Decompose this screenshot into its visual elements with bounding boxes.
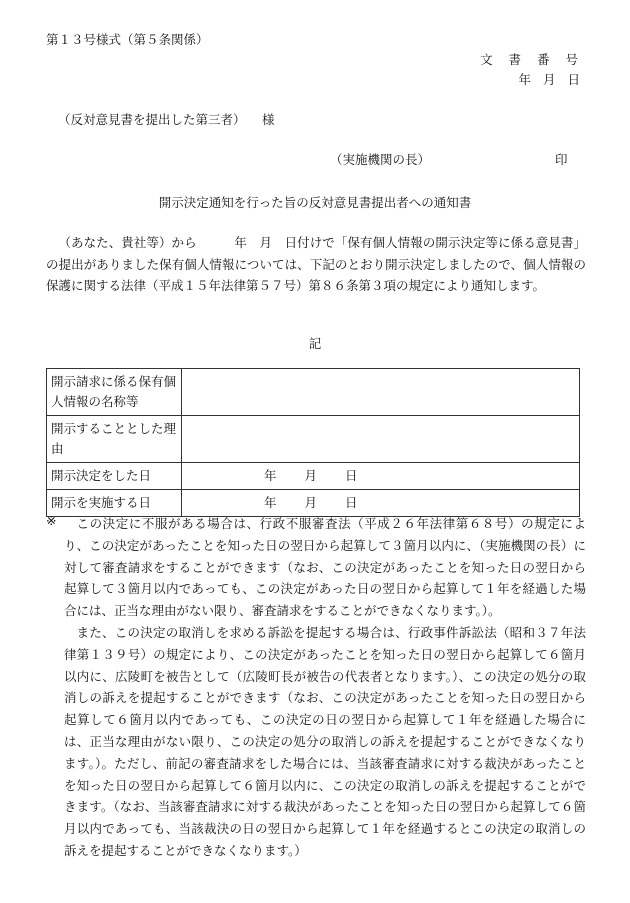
row-label: 開示を実施する日 <box>47 490 182 517</box>
decision-date-value <box>182 463 580 490</box>
row-label: 開示決定をした日 <box>47 463 182 490</box>
document-date-label: 年 月 日 <box>518 72 584 87</box>
year-label: 年 <box>264 468 277 483</box>
month-label: 月 <box>304 495 318 510</box>
seal-mark: 印 <box>555 152 568 167</box>
detail-table <box>46 368 580 517</box>
day-label: 日 <box>345 495 358 510</box>
note-mark: ※ <box>46 513 57 528</box>
year-label: 年 <box>264 495 277 510</box>
ki-heading: 記 <box>308 336 322 351</box>
day-label: 日 <box>345 468 358 483</box>
row-label: 開示請求に係る保有個人情報の名称等 <box>47 369 182 416</box>
recipient-honorific: 様 <box>262 112 275 127</box>
row-value <box>182 416 580 463</box>
issuer-name: （実施機関の長） <box>330 152 431 167</box>
month-label: 月 <box>304 468 318 483</box>
note-paragraph-lawsuit: また、この決定の取消しを求める訴訟を提起する場合は、行政事件訴訟法（昭和３７年法律第１３９号）の規定により、この決定があったことを知った日の翌日から起算して６箇月以内に、広陵町を被告として（広陵町長が被告の代表者となります。）、この決定の処分の取消しの訴えを提起することができます（なお、この決定があったことを知った日の翌日から起算して６箇月以内であっても、この決定の日の翌日から起算して１年を経過した場合には、正当な理由がない限り、この決定の処分の取消しの訴えを提起することができなくなります。）。ただし、前記の審査請求をした場合には、当該審査請求に対する裁決があったことを知った日の翌日から起算して６箇月以内に、この決定の取消しの訴えを提起することができます。（なお、当該審査請求に対する裁決があったことを知った日の翌日から起算して６箇月以内であっても、当該裁決の日の翌日から起算して１年を経過するとこの決定の取消しの訴えを提起することができなくなります。） <box>64 625 586 858</box>
row-label: 開示することとした理由 <box>47 416 182 463</box>
row-value <box>182 369 580 416</box>
table-row <box>47 416 580 463</box>
table-row <box>47 369 580 416</box>
note-paragraph-appeal: この決定に不服がある場合は、行政不服審査法（平成２６年法律第６８号）の規定により、この決定があったことを知った日の翌日から起算して３箇月以内に、（実施機関の長）に対して審査請求をすることができます（なお、この決定があったことを知った日の翌日から起算して３箇月以内であっても、この決定があった日の翌日から起算して１年を経過した場合には、正当な理由がない限り、審査請求をすることができなくなります。）。 <box>64 516 586 619</box>
body-paragraph: （あなた、貴社等）から 年 月 日付けで「保有個人情報の開示決定等に係る意見書」の提出がありました保有個人情報については、下記のとおり開示決定しましたので、個人情報の保護に関する法律（平成１５年法律第５７号）第８６条第３項の規定により通知します。 <box>46 235 586 293</box>
table-row <box>47 463 580 490</box>
form-number: 第１３号様式（第５条関係） <box>46 32 209 47</box>
document-number-label: 文 書 番 号 <box>480 52 584 67</box>
document-title: 開示決定通知を行った旨の反対意見書提出者への通知書 <box>158 195 472 210</box>
recipient-name: （反対意見書を提出した第三者） <box>58 112 246 127</box>
